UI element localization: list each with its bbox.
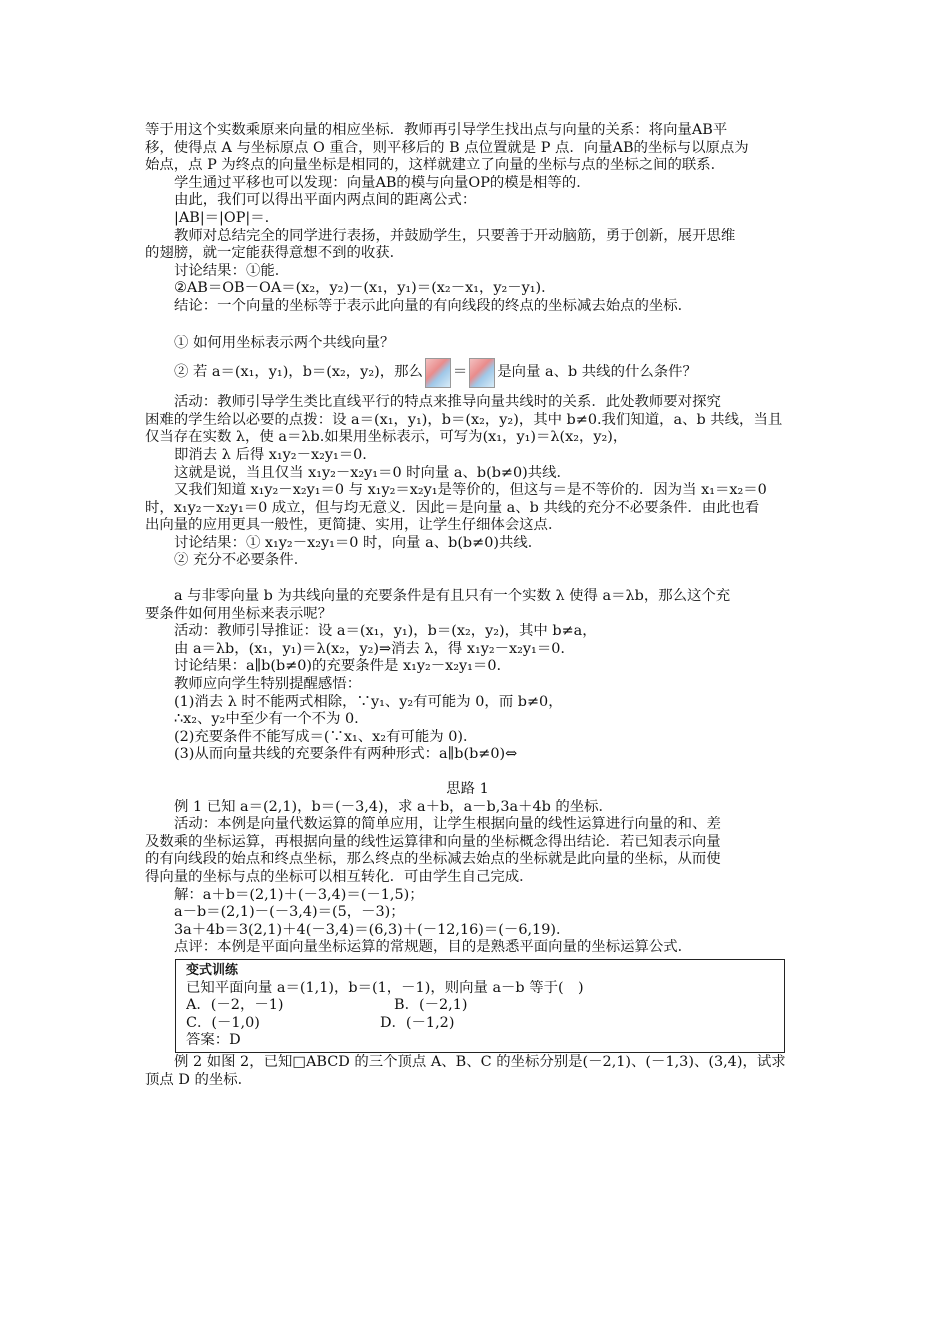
- solution-line: 解：a＋b＝(2,1)＋(－3,4)＝(－1,5)；: [174, 886, 424, 903]
- text-line: 教师应向学生特别提醒感悟：: [174, 676, 362, 693]
- discussion-result: 讨论结果：①能．: [174, 262, 290, 279]
- example-1: [145, 799, 810, 957]
- example-statement: 例 1 已知 a＝(2,1)，b＝(－3,4)，求 a＋b，a－b,3a＋4b 的坐标．: [174, 798, 613, 815]
- text-line: 等于用这个实数乘原来向量的相应坐标．教师再引导学生找出点与向量的关系：将向量AB平: [145, 122, 728, 138]
- text-line: 的有向线段的始点和终点坐标，那么终点的坐标减去始点的坐标就是此向量的坐标，从而使: [145, 851, 721, 868]
- distance-formula: |AB|＝|OP|＝.: [174, 209, 270, 226]
- solution-line: a－b＝(2,1)－(－3,4)＝(5，－3)；: [174, 904, 405, 921]
- option-b: B．(－2,1): [394, 997, 468, 1014]
- text-line: ∴x₂、y₂中至少有一个不为 0.: [174, 711, 359, 728]
- formula-image-icon: [425, 358, 451, 388]
- discussion-result: 讨论结果：① x₁y₂－x₂y₁＝0 时，向量 a、b(b≠0)共线．: [174, 534, 543, 551]
- question-2-end: 是向量 a、b 共线的什么条件？: [497, 364, 697, 381]
- box-question: 已知平面向量 a＝(1,1)，b＝(1，－1)，则向量 a－b 等于( ): [186, 979, 584, 996]
- formula-image-icon: [469, 358, 495, 388]
- text-line: 始点，点 P 为终点的向量坐标是相同的，这样就建立了向量的坐标与点的坐标之间的联系．: [145, 157, 726, 174]
- text-line: 由此，我们可以得出平面内两点间的距离公式：: [174, 192, 477, 209]
- text-line: 这就是说，当且仅当 x₁y₂－x₂y₁＝0 时向量 a、b(b≠0)共线．: [174, 464, 571, 481]
- spacer: [145, 316, 810, 331]
- option-c: C．(－1,0): [186, 1014, 260, 1031]
- text-line: 困难的学生给以必要的点拨：设 a＝(x₁，y₁)，b＝(x₂，y₂)，其中 b≠0.我们知道，a、b 共线，当且: [145, 411, 783, 428]
- text-line: 得向量的坐标与点的坐标可以相互转化．可由学生自己完成．: [145, 868, 534, 885]
- conclusion: 结论：一个向量的坐标等于表示此向量的有向线段的终点的坐标减去始点的坐标．: [174, 297, 693, 314]
- text-line: 移，使得点 A 与坐标原点 O 重合，则平移后的 B 点位置就是 P 点．向量AB的坐标与以原点为: [145, 139, 749, 156]
- variant-exercise-box: [175, 959, 785, 1053]
- text-line: 时，x₁y₂－x₂y₁＝0 成立，但与均无意义．因此＝是向量 a、b 共线的充分不必要条件．由此也看: [145, 499, 760, 516]
- text-line: 教师对总结完全的同学进行表扬，并鼓励学生，只要善于开动脑筋，勇于创新，展开思维: [174, 227, 736, 244]
- option-d: D．(－1,2): [380, 1014, 455, 1031]
- document-page: [145, 122, 810, 1089]
- text-line: ②AB＝OB－OA＝(x₂，y₂)－(x₁，y₁)＝(x₂－x₁，y₂－y₁)．: [174, 280, 556, 297]
- text-line: 活动：教师引导学生类比直线平行的特点来推导向量共线时的关系．此处教师要对探究: [174, 394, 721, 411]
- text-line: 要条件如何用坐标来表示呢？: [145, 605, 333, 622]
- paragraph-necessary-sufficient: [145, 588, 810, 764]
- solution-line: 3a＋4b＝3(2,1)＋4(－3,4)＝(6,3)＋(－12,16)＝(－6,19)．: [174, 921, 571, 938]
- question-1: ① 如何用坐标表示两个共线向量？: [174, 334, 395, 351]
- box-title: 变式训练: [186, 962, 239, 978]
- text-line: 及数乘的坐标运算，再根据向量的线性运算律和向量的坐标概念得出结论．若已知表示向量: [145, 833, 721, 850]
- text-line: 又我们知道 x₁y₂－x₂y₁＝0 与 x₁y₂＝x₂y₁是等价的，但这与＝是不等价的．因为当 x₁＝x₂＝0: [174, 482, 767, 499]
- text-line: 活动：教师引导推证：设 a＝(x₁，y₁)，b＝(x₂，y₂)，其中 b≠a，: [174, 623, 597, 640]
- text-line: (3)从而向量共线的充要条件有两种形式：a∥b(b≠0)⇔: [174, 746, 518, 763]
- text-line: (1)消去 λ 时不能两式相除，∵y₁、y₂有可能为 0，而 b≠0，: [174, 693, 563, 710]
- question-2: [145, 358, 810, 388]
- example-2: [145, 1054, 810, 1089]
- text-line: ② 充分不必要条件．: [174, 552, 309, 569]
- paragraph-vector-coordinates: [145, 122, 810, 316]
- text-line: 的翅膀，就一定能获得意想不到的收获．: [145, 245, 405, 262]
- box-answer: 答案：D: [186, 1032, 241, 1049]
- text-line: 顶点 D 的坐标．: [145, 1071, 253, 1088]
- text-line: (2)充要条件不能写成＝(∵x₁、x₂有可能为 0)．: [174, 728, 478, 745]
- options-row: [186, 997, 784, 1015]
- text-line: 出向量的应用更具一般性，更简捷、实用，让学生仔细体会这点．: [145, 517, 563, 534]
- equals-sign: ＝: [452, 364, 468, 381]
- spacer: [145, 570, 810, 585]
- option-a: A．(－2，－1): [186, 997, 284, 1014]
- text-line: 活动：本例是向量代数运算的简单应用，让学生根据向量的线性运算进行向量的和、差: [174, 816, 721, 833]
- text-line: 由 a＝λb，(x₁，y₁)＝λ(x₂，y₂)⇒消去 λ，得 x₁y₂－x₂y₁＝0.: [174, 640, 565, 657]
- discussion-result: 讨论结果：a∥b(b≠0)的充要条件是 x₁y₂－x₂y₁＝0.: [174, 658, 502, 675]
- options-row: [186, 1015, 784, 1033]
- section-title: 思路 1: [446, 781, 489, 797]
- question-2-start: ② 若 a＝(x₁，y₁)，b＝(x₂，y₂)，那么: [174, 364, 423, 381]
- comment-line: 点评：本例是平面向量坐标运算的常规题，目的是熟悉平面向量的坐标运算公式．: [174, 939, 693, 956]
- text-line: a 与非零向量 b 为共线向量的充要条件是有且只有一个实数 λ 使得 a＝λb，那么这个充: [174, 588, 731, 605]
- spacer: [145, 764, 810, 778]
- paragraph-collinear: [145, 394, 810, 570]
- text-line: 学生通过平移也可以发现：向量AB的模与向量OP的模是相等的．: [174, 174, 591, 191]
- text-line: 即消去 λ 后得 x₁y₂－x₂y₁＝0.: [174, 446, 367, 463]
- example-statement: 例 2 如图 2，已知□ABCD 的三个顶点 A、B、C 的坐标分别是(－2,1)、(－1,3)、(3,4)，试求: [174, 1053, 786, 1070]
- text-line: 仅当存在实数 λ，使 a＝λb.如果用坐标表示，可写为(x₁，y₁)＝λ(x₂，y₂)，: [145, 429, 628, 446]
